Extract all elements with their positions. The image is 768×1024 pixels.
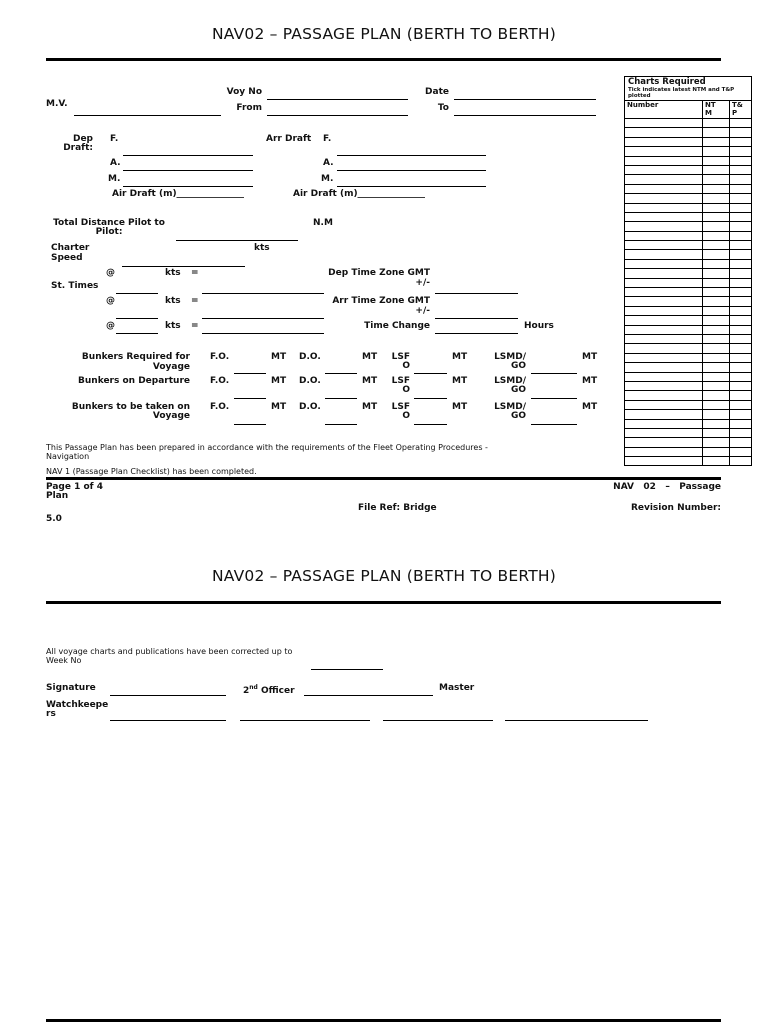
corrected-statement: All voyage charts and publications have been corrected up to	[46, 647, 293, 656]
mv-label: M.V.	[46, 99, 68, 109]
nav-ref: NAV 02 – Passage	[613, 482, 721, 492]
chart-cell[interactable]	[625, 222, 703, 231]
chart-row	[625, 147, 752, 156]
chart-cell[interactable]	[625, 137, 703, 146]
charter-kts-label: kts	[254, 243, 270, 253]
chart-row	[625, 353, 752, 362]
charts-required-table	[624, 76, 752, 466]
version: 5.0	[46, 514, 62, 524]
col-tp-2: P	[732, 109, 738, 117]
chart-cell[interactable]	[730, 447, 752, 456]
mv-field[interactable]	[74, 115, 221, 116]
lsmdgo-mt-2: MT	[582, 376, 598, 386]
voy-no-label: Voy No	[226, 87, 262, 97]
chart-cell[interactable]	[730, 391, 752, 400]
st-time-field-2[interactable]	[202, 318, 324, 319]
chart-cell[interactable]	[625, 184, 703, 193]
chart-cell[interactable]	[625, 156, 703, 165]
charts-header: Charts Required	[628, 77, 706, 87]
st-speed-field-3[interactable]	[116, 333, 158, 334]
chart-cell[interactable]	[625, 410, 703, 419]
arr-f-field[interactable]	[337, 155, 486, 156]
dep-draft-label-2: Draft:	[63, 143, 93, 153]
chart-cell[interactable]	[703, 194, 730, 203]
second-officer-field[interactable]	[304, 695, 433, 696]
signature-label: Signature	[46, 683, 96, 693]
chart-cell[interactable]	[703, 381, 730, 390]
chart-cell[interactable]	[703, 363, 730, 372]
dep-f-field[interactable]	[123, 155, 253, 156]
chart-row	[625, 428, 752, 437]
watchkeeper-field-3[interactable]	[383, 720, 493, 721]
chart-cell[interactable]	[625, 241, 703, 250]
signature-field[interactable]	[110, 695, 226, 696]
chart-cell[interactable]	[730, 325, 752, 334]
footer-divider	[46, 477, 721, 480]
arr-f-label: F.	[323, 134, 332, 144]
dep-a-label: A.	[110, 158, 121, 168]
st-speed-field-1[interactable]	[116, 293, 158, 294]
chart-cell[interactable]	[730, 128, 752, 137]
chart-cell[interactable]	[730, 419, 752, 428]
lsfo-mt-3: MT	[452, 402, 468, 412]
chart-row	[625, 203, 752, 212]
chart-cell[interactable]	[625, 400, 703, 409]
lsfo-label-3: LSF	[391, 402, 410, 412]
chart-cell[interactable]	[730, 353, 752, 362]
col-number-header: Number	[625, 101, 703, 119]
chart-cell[interactable]	[625, 381, 703, 390]
st-kts-2: kts	[165, 296, 181, 306]
chart-cell[interactable]	[703, 457, 730, 466]
chart-cell[interactable]	[625, 447, 703, 456]
chart-row	[625, 184, 752, 193]
chart-cell[interactable]	[703, 372, 730, 381]
chart-cell[interactable]	[703, 391, 730, 400]
chart-cell[interactable]	[625, 269, 703, 278]
time-change-label: Time Change	[364, 321, 430, 331]
chart-cell[interactable]	[625, 372, 703, 381]
chart-row	[625, 156, 752, 165]
chart-row	[625, 269, 752, 278]
lsfo-field-3[interactable]	[414, 424, 447, 425]
chart-cell[interactable]	[703, 250, 730, 259]
chart-cell[interactable]	[730, 259, 752, 268]
lsmdgo-field-2[interactable]	[531, 398, 577, 399]
bunkers-taken-label-2: Voyage	[152, 411, 190, 421]
chart-row	[625, 250, 752, 259]
chart-cell[interactable]	[625, 306, 703, 315]
time-change-field[interactable]	[435, 333, 518, 334]
chart-cell[interactable]	[703, 344, 730, 353]
chart-row	[625, 137, 752, 146]
chart-cell[interactable]	[625, 457, 703, 466]
lsmdgo-mt-3: MT	[582, 402, 598, 412]
lsfo-field-2[interactable]	[414, 398, 447, 399]
voy-no-field[interactable]	[267, 99, 408, 100]
chart-cell[interactable]	[703, 222, 730, 231]
dep-f-label: F.	[110, 134, 119, 144]
st-speed-field-2[interactable]	[116, 318, 158, 319]
chart-cell[interactable]	[730, 231, 752, 240]
chart-row	[625, 119, 752, 128]
watchkeeper-field-2[interactable]	[240, 720, 370, 721]
chart-cell[interactable]	[730, 381, 752, 390]
nav1-statement: NAV 1 (Passage Plan Checklist) has been completed.	[46, 467, 257, 476]
week-no-label: Week No	[46, 656, 82, 665]
to-field[interactable]	[454, 115, 596, 116]
chart-cell[interactable]	[730, 288, 752, 297]
do-mt-2: MT	[362, 376, 378, 386]
do-field-3[interactable]	[325, 424, 357, 425]
chart-row	[625, 241, 752, 250]
chart-cell[interactable]	[703, 419, 730, 428]
bunkers-required-label: Bunkers Required for Voyage	[81, 352, 190, 372]
chart-cell[interactable]	[730, 156, 752, 165]
chart-cell[interactable]	[625, 297, 703, 306]
chart-cell[interactable]	[730, 175, 752, 184]
arr-draft-label: Arr Draft	[266, 134, 312, 144]
dep-m-field[interactable]	[123, 186, 253, 187]
chart-cell[interactable]	[703, 241, 730, 250]
charts-note-2: plotted	[628, 93, 651, 99]
second-officer-label	[243, 683, 295, 696]
dep-tz-field[interactable]	[435, 293, 518, 294]
chart-cell[interactable]	[703, 231, 730, 240]
arr-m-field[interactable]	[337, 186, 486, 187]
page-number-2: Plan	[46, 491, 69, 501]
chart-cell[interactable]	[703, 156, 730, 165]
fo-mt-3: MT	[271, 402, 287, 412]
chart-cell[interactable]	[625, 250, 703, 259]
chart-cell[interactable]	[703, 203, 730, 212]
dep-tz-label: Dep Time Zone GMT	[328, 268, 430, 278]
fo-field-1[interactable]	[234, 373, 266, 374]
charter-speed-label-2: Speed	[51, 253, 83, 263]
watchkeeper-field-4[interactable]	[505, 720, 648, 721]
arr-tz-pm: +/-	[415, 306, 430, 316]
chart-cell[interactable]	[703, 297, 730, 306]
chart-cell[interactable]	[625, 119, 703, 128]
chart-cell[interactable]	[703, 334, 730, 343]
chart-cell[interactable]	[730, 222, 752, 231]
col-ntm-1: NT	[705, 101, 716, 109]
chart-row	[625, 372, 752, 381]
chart-cell[interactable]	[730, 306, 752, 315]
chart-cell[interactable]	[703, 147, 730, 156]
dep-a-field[interactable]	[123, 170, 253, 171]
dep-air-draft: Air Draft (m)_______________	[112, 189, 245, 199]
lsfo-label-1b: O	[402, 361, 410, 371]
lsfo-label-3b: O	[402, 411, 410, 421]
chart-row	[625, 231, 752, 240]
chart-row	[625, 222, 752, 231]
chart-cell[interactable]	[703, 410, 730, 419]
chart-cell[interactable]	[703, 269, 730, 278]
chart-cell[interactable]	[703, 128, 730, 137]
chart-cell[interactable]	[625, 165, 703, 174]
total-distance-field[interactable]	[176, 240, 298, 241]
chart-cell[interactable]	[625, 259, 703, 268]
lsfo-label-2: LSF	[391, 376, 410, 386]
chart-cell[interactable]	[625, 419, 703, 428]
chart-cell[interactable]	[730, 137, 752, 146]
from-field[interactable]	[267, 115, 408, 116]
chart-cell[interactable]	[703, 288, 730, 297]
chart-cell[interactable]	[625, 147, 703, 156]
chart-row	[625, 363, 752, 372]
col-ntm-2: M	[705, 109, 712, 117]
lsmdgo-label-3: LSMD/	[494, 402, 526, 412]
charter-speed-field[interactable]	[122, 266, 245, 267]
chart-cell[interactable]	[730, 400, 752, 409]
nm-label: N.M	[313, 218, 333, 228]
total-distance-label: Total Distance Pilot to	[53, 218, 165, 228]
st-time-field-3[interactable]	[202, 333, 324, 334]
chart-row	[625, 306, 752, 315]
do-mt-3: MT	[362, 402, 378, 412]
chart-row	[625, 344, 752, 353]
master-label: Master	[439, 683, 475, 693]
st-time-field-1[interactable]	[202, 293, 324, 294]
chart-cell[interactable]	[625, 231, 703, 240]
fo-field-2[interactable]	[234, 398, 266, 399]
chart-cell[interactable]	[625, 288, 703, 297]
dep-tz-pm: +/-	[415, 278, 430, 288]
second-officer-text: Officer	[257, 686, 295, 696]
chart-cell[interactable]	[730, 344, 752, 353]
page2-title: NAV02 – PASSAGE PLAN (BERTH TO BERTH)	[212, 567, 556, 585]
col-tp-1: T&	[732, 101, 743, 109]
chart-row	[625, 175, 752, 184]
chart-row	[625, 457, 752, 466]
chart-row	[625, 316, 752, 325]
arr-tz-field[interactable]	[435, 318, 518, 319]
week-no-field[interactable]	[311, 669, 383, 670]
chart-row	[625, 400, 752, 409]
chart-cell[interactable]	[730, 278, 752, 287]
chart-row	[625, 325, 752, 334]
chart-cell[interactable]	[625, 316, 703, 325]
chart-cell[interactable]	[625, 128, 703, 137]
chart-cell[interactable]	[703, 175, 730, 184]
date-label: Date	[425, 87, 449, 97]
chart-cell[interactable]	[703, 137, 730, 146]
chart-row	[625, 128, 752, 137]
col-ntm-header	[703, 101, 730, 119]
fo-mt-2: MT	[271, 376, 287, 386]
chart-cell[interactable]	[703, 165, 730, 174]
st-kts-3: kts	[165, 321, 181, 331]
fo-label-2: F.O.	[210, 376, 230, 386]
chart-cell[interactable]	[730, 316, 752, 325]
chart-cell[interactable]	[730, 119, 752, 128]
chart-row	[625, 381, 752, 390]
prepared-statement-2: Navigation	[46, 452, 90, 461]
chart-cell[interactable]	[730, 184, 752, 193]
chart-row	[625, 419, 752, 428]
chart-cell[interactable]	[703, 259, 730, 268]
chart-row	[625, 297, 752, 306]
lsfo-mt-1: MT	[452, 352, 468, 362]
chart-cell[interactable]	[625, 438, 703, 447]
do-label-2: D.O.	[299, 376, 321, 386]
chart-cell[interactable]	[730, 147, 752, 156]
chart-cell[interactable]	[625, 325, 703, 334]
st-at-3: @	[106, 321, 115, 331]
chart-cell[interactable]	[625, 175, 703, 184]
chart-row	[625, 278, 752, 287]
chart-cell[interactable]	[625, 428, 703, 437]
chart-cell[interactable]	[730, 428, 752, 437]
chart-cell[interactable]	[703, 400, 730, 409]
chart-cell[interactable]	[703, 278, 730, 287]
chart-row	[625, 410, 752, 419]
lsmdgo-field-3[interactable]	[531, 424, 577, 425]
hours-label: Hours	[524, 321, 554, 331]
chart-row	[625, 212, 752, 221]
chart-cell[interactable]	[625, 344, 703, 353]
bunkers-departure-label: Bunkers on Departure	[78, 376, 190, 386]
chart-row	[625, 334, 752, 343]
chart-cell[interactable]	[730, 334, 752, 343]
chart-cell[interactable]	[625, 391, 703, 400]
chart-cell[interactable]	[730, 269, 752, 278]
lsmdgo-mt-1: MT	[582, 352, 598, 362]
chart-cell[interactable]	[730, 241, 752, 250]
st-at-2: @	[106, 296, 115, 306]
lsmdgo-label-2b: GO	[510, 385, 526, 395]
watchkeepers-label-2: rs	[46, 709, 56, 719]
chart-row	[625, 165, 752, 174]
do-field-1[interactable]	[325, 373, 357, 374]
arr-m-label: M.	[321, 174, 334, 184]
page-title: NAV02 – PASSAGE PLAN (BERTH TO BERTH)	[212, 25, 556, 43]
prepared-statement: This Passage Plan has been prepared in accordance with the requirements of the Fleet Operating Procedures -	[46, 443, 488, 452]
chart-cell[interactable]	[703, 428, 730, 437]
chart-cell[interactable]	[625, 212, 703, 221]
chart-cell[interactable]	[703, 447, 730, 456]
chart-cell[interactable]	[730, 194, 752, 203]
chart-cell[interactable]	[703, 353, 730, 362]
arr-air-draft: Air Draft (m)_______________	[293, 189, 426, 199]
watchkeepers-label: Watchkeepe	[46, 700, 109, 710]
do-field-2[interactable]	[325, 398, 357, 399]
charts-note: Tick indicates latest NTM and T&P	[628, 87, 735, 93]
lsmdgo-label-1: LSMD/	[494, 352, 526, 362]
chart-cell[interactable]	[703, 325, 730, 334]
chart-cell[interactable]	[625, 278, 703, 287]
lsmdgo-label-1b: GO	[510, 361, 526, 371]
chart-cell[interactable]	[730, 363, 752, 372]
chart-cell[interactable]	[703, 184, 730, 193]
dep-draft-label: Dep	[72, 134, 93, 144]
lsfo-label-2b: O	[402, 385, 410, 395]
chart-cell[interactable]	[625, 194, 703, 203]
chart-cell[interactable]	[730, 438, 752, 447]
second-officer-ord: 2	[243, 686, 250, 696]
chart-row	[625, 259, 752, 268]
total-distance-label-2: Pilot:	[95, 227, 123, 237]
lsfo-field-1[interactable]	[414, 373, 447, 374]
chart-cell[interactable]	[730, 457, 752, 466]
file-ref: File Ref: Bridge	[358, 503, 437, 513]
chart-cell[interactable]	[730, 212, 752, 221]
chart-cell[interactable]	[730, 410, 752, 419]
st-eq-3: =	[191, 321, 199, 331]
st-eq-1: =	[191, 268, 199, 278]
chart-cell[interactable]	[703, 306, 730, 315]
revision-number: Revision Number:	[630, 503, 721, 513]
chart-cell[interactable]	[703, 212, 730, 221]
chart-cell[interactable]	[730, 165, 752, 174]
fo-label-1: F.O.	[210, 352, 230, 362]
chart-cell[interactable]	[625, 353, 703, 362]
watchkeeper-field-1[interactable]	[110, 720, 226, 721]
chart-row	[625, 391, 752, 400]
chart-cell[interactable]	[625, 203, 703, 212]
arr-tz-label: Arr Time Zone GMT	[332, 296, 430, 306]
from-label: From	[236, 103, 262, 113]
lsfo-mt-2: MT	[452, 376, 468, 386]
chart-cell[interactable]	[703, 438, 730, 447]
do-mt-1: MT	[362, 352, 378, 362]
chart-row	[625, 438, 752, 447]
lsfo-label-1: LSF	[391, 352, 410, 362]
arr-a-label: A.	[323, 158, 334, 168]
chart-row	[625, 288, 752, 297]
page2-footer-divider	[46, 1019, 721, 1022]
date-field[interactable]	[454, 99, 596, 100]
fo-label-3: F.O.	[210, 402, 230, 412]
chart-cell[interactable]	[730, 250, 752, 259]
arr-a-field[interactable]	[337, 170, 486, 171]
chart-row	[625, 447, 752, 456]
lsmdgo-field-1[interactable]	[531, 373, 577, 374]
dep-m-label: M.	[108, 174, 121, 184]
page-number: Page 1 of 4	[46, 482, 103, 492]
chart-cell[interactable]	[730, 297, 752, 306]
page2-title-divider	[46, 601, 721, 604]
col-tp-header	[730, 101, 752, 119]
st-kts-1: kts	[165, 268, 181, 278]
st-times-label: St. Times	[51, 281, 99, 291]
st-at-1: @	[106, 268, 115, 278]
chart-cell[interactable]	[625, 363, 703, 372]
chart-cell[interactable]	[730, 203, 752, 212]
do-label-1: D.O.	[299, 352, 321, 362]
chart-row	[625, 194, 752, 203]
lsmdgo-label-2: LSMD/	[494, 376, 526, 386]
bunkers-taken-label: Bunkers to be taken on	[71, 402, 190, 412]
charts-header-cell	[625, 77, 752, 101]
fo-mt-1: MT	[271, 352, 287, 362]
fo-field-3[interactable]	[234, 424, 266, 425]
do-label-3: D.O.	[299, 402, 321, 412]
chart-cell[interactable]	[703, 119, 730, 128]
to-label: To	[437, 103, 449, 113]
title-divider	[46, 58, 721, 61]
st-eq-2: =	[191, 296, 199, 306]
chart-cell[interactable]	[730, 372, 752, 381]
chart-cell[interactable]	[703, 316, 730, 325]
lsmdgo-label-3b: GO	[510, 411, 526, 421]
charts-rows	[625, 119, 752, 466]
chart-cell[interactable]	[625, 334, 703, 343]
second-officer-sup: nd	[249, 684, 258, 691]
charter-speed-label: Charter	[51, 243, 90, 253]
